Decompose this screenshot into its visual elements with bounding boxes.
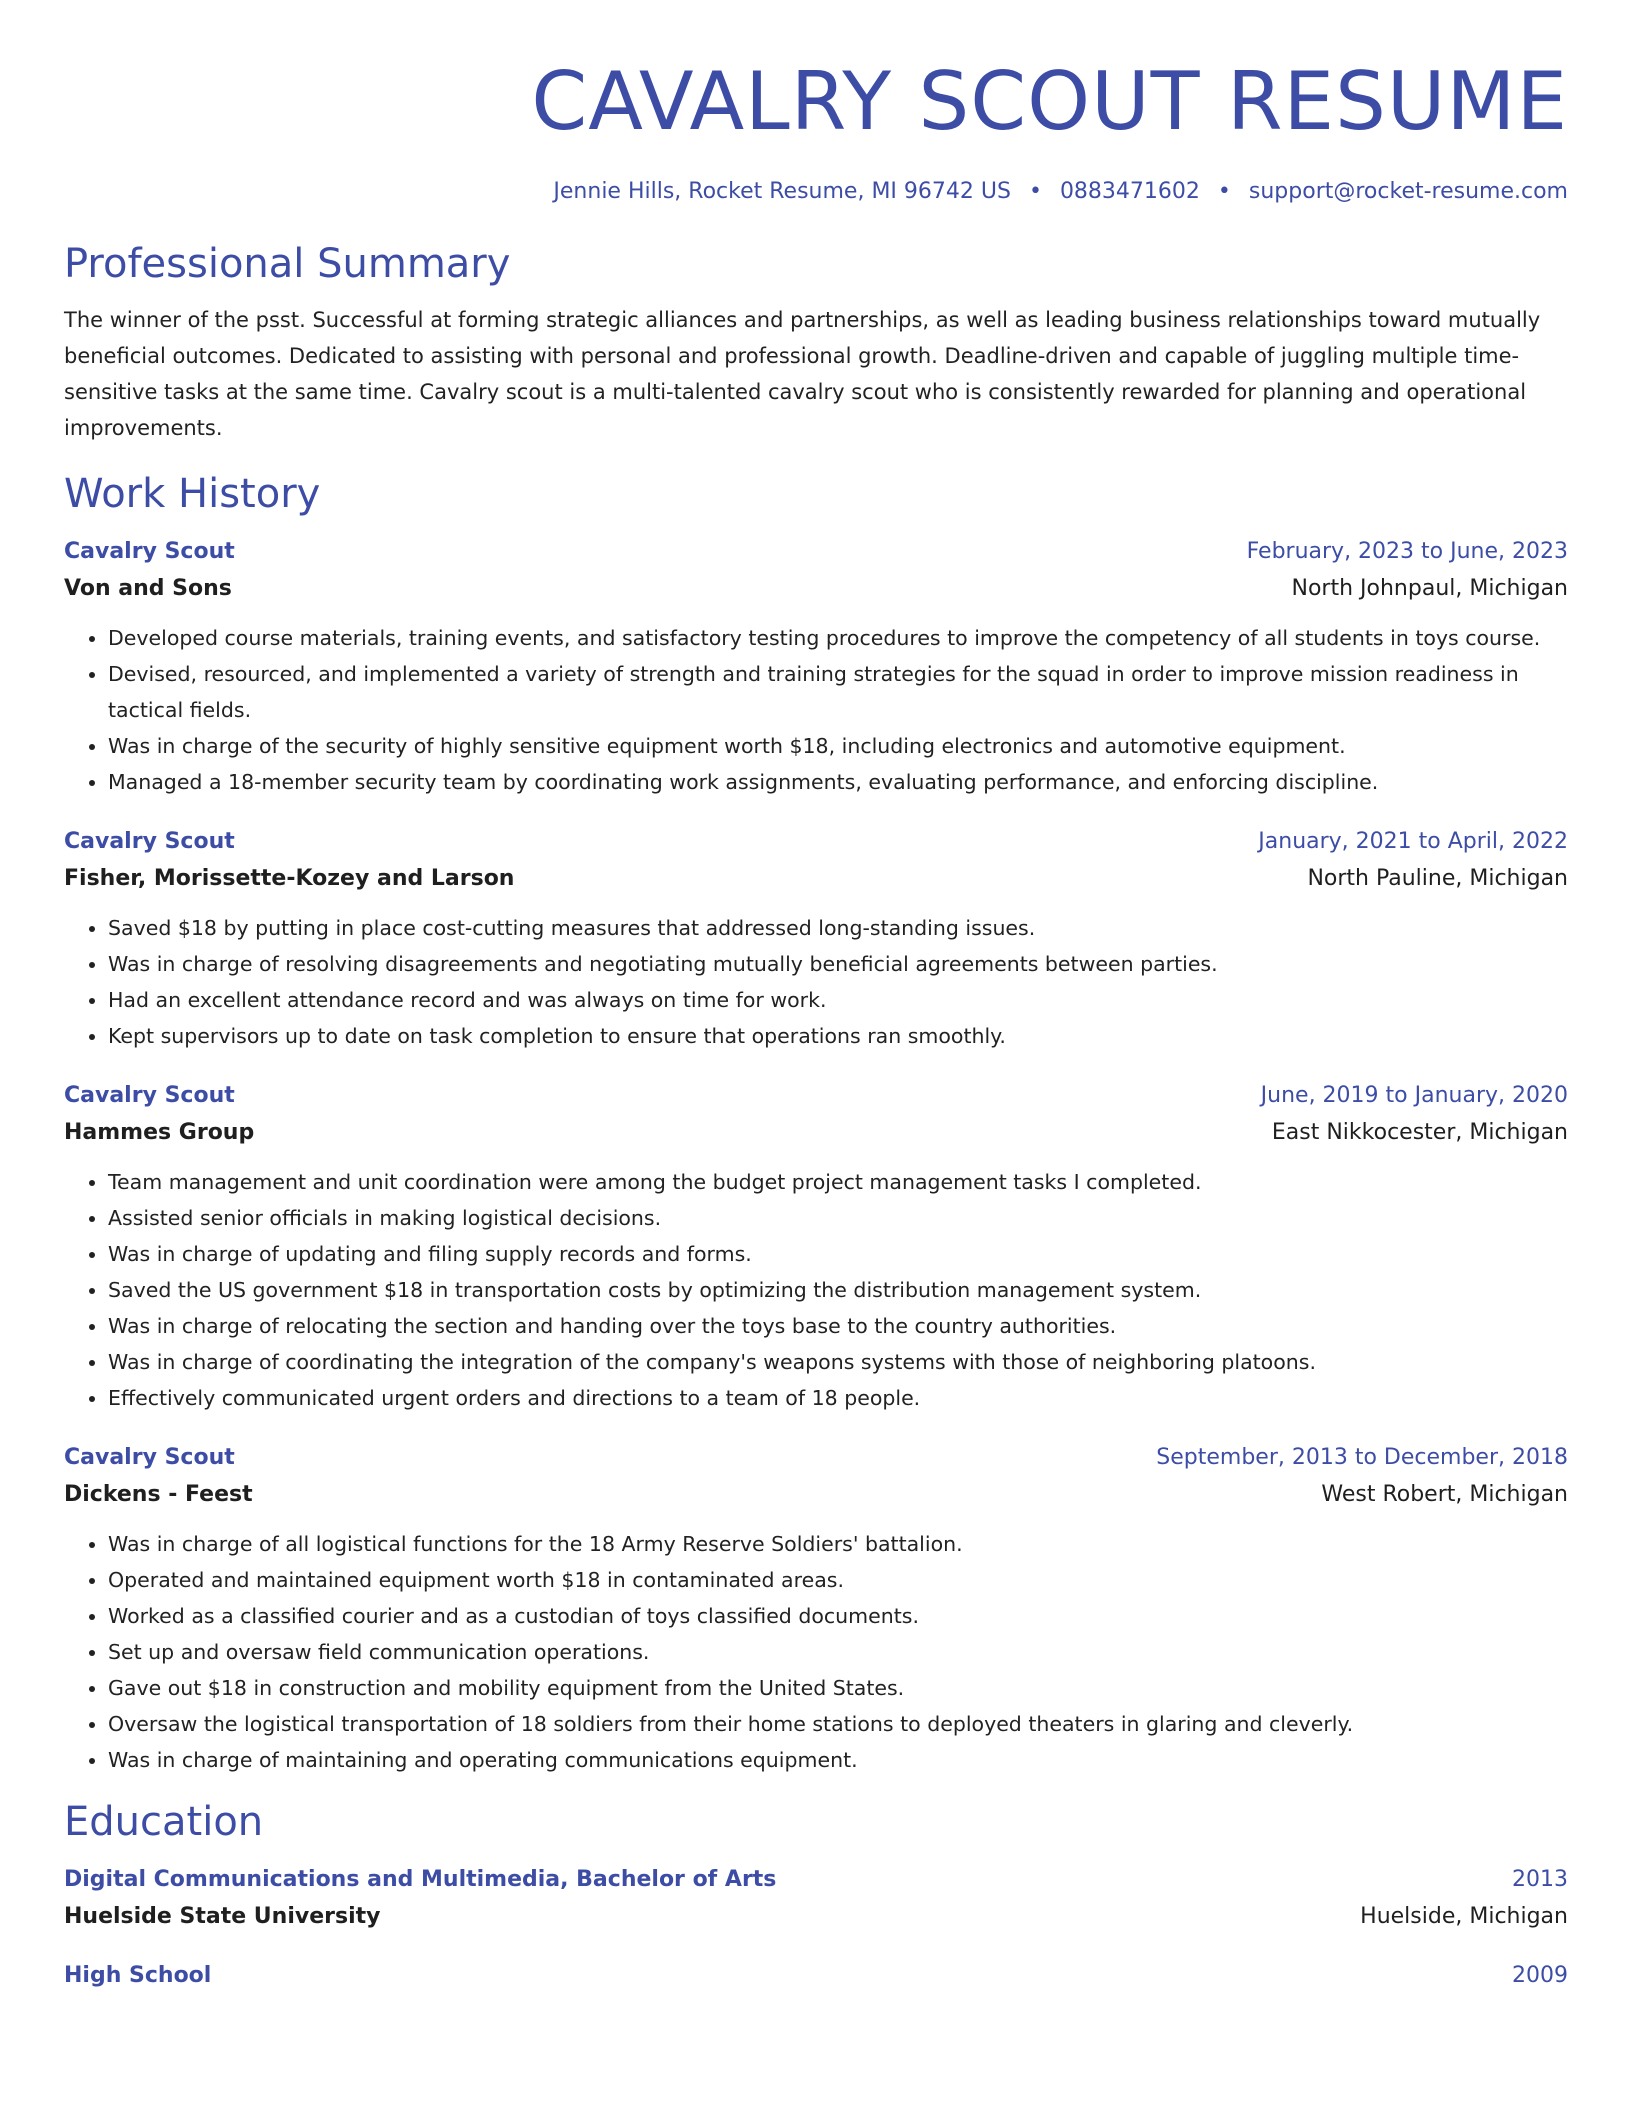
education-heading: Education — [64, 1799, 264, 1845]
education-year: 2013 — [1512, 1867, 1568, 1892]
job-title: Cavalry Scout — [64, 1083, 235, 1108]
job-bullet: • Developed course materials, training events, and satisfactory testing procedures to improve the competency of all students in toys course. — [108, 620, 1568, 656]
job-entry — [64, 534, 1568, 800]
education-entry — [64, 1862, 1568, 1936]
job-bullet: • Was in charge of relocating the section and handing over the toys base to the country authorities. — [108, 1308, 1568, 1344]
job-bullet: • Assisted senior officials in making logistical decisions. — [108, 1200, 1568, 1236]
job-bullet-list — [64, 1164, 1568, 1416]
job-bullet-list — [64, 910, 1568, 1054]
resume-title: CAVALRY SCOUT RESUME — [531, 55, 1568, 148]
job-location: East Nikkocester, Michigan — [1271, 1120, 1568, 1145]
job-bullet: • Devised, resourced, and implemented a variety of strength and training strategies for the squad in order to improve mission readiness in tactical fields. — [108, 656, 1568, 728]
job-bullet: • Gave out $18 in construction and mobility equipment from the United States. — [108, 1670, 1568, 1706]
job-bullet: • Oversaw the logistical transportation of 18 soldiers from their home stations to deployed theaters in glaring and cleverly. — [108, 1706, 1568, 1742]
job-bullet: • Operated and maintained equipment worth $18 in contaminated areas. — [108, 1562, 1568, 1598]
job-location: North Pauline, Michigan — [1307, 866, 1568, 891]
job-bullet: • Effectively communicated urgent orders and directions to a team of 18 people. — [108, 1380, 1568, 1416]
education-school: Huelside State University — [64, 1904, 381, 1929]
job-bullet: • Saved the US government $18 in transportation costs by optimizing the distribution management system. — [108, 1272, 1568, 1308]
job-bullet: • Was in charge of maintaining and operating communications equipment. — [108, 1742, 1568, 1778]
job-entry — [64, 1078, 1568, 1416]
job-bullet: • Set up and oversaw field communication operations. — [108, 1634, 1568, 1670]
contact-separator: • — [1217, 179, 1231, 204]
work-history-heading: Work History — [64, 471, 321, 517]
job-bullet-list — [64, 1526, 1568, 1778]
job-company: Hammes Group — [64, 1120, 255, 1145]
contact-separator: • — [1028, 179, 1042, 204]
job-title: Cavalry Scout — [64, 1445, 235, 1470]
job-location: North Johnpaul, Michigan — [1291, 576, 1568, 601]
job-bullet: • Kept supervisors up to date on task completion to ensure that operations ran smoothly. — [108, 1018, 1568, 1054]
summary-text: The winner of the psst. Successful at forming strategic alliances and partnerships, as well as leading business relationships toward mutually beneficial outcomes. Dedicated to assisting with personal and professional growth. Deadline-driven and capable of juggling multiple time-sensitive tasks at the same time. Cavalry scout is a multi-talented cavalry scout who is consistently rewarded for planning and operational improvements. — [64, 308, 1541, 440]
job-bullet-list — [64, 620, 1568, 800]
job-dates: January, 2021 to April, 2022 — [1258, 829, 1568, 854]
job-dates: June, 2019 to January, 2020 — [1260, 1083, 1568, 1108]
job-dates: February, 2023 to June, 2023 — [1246, 539, 1568, 564]
summary-heading: Professional Summary — [64, 241, 511, 287]
job-bullet: • Was in charge of coordinating the integration of the company's weapons systems with those of neighboring platoons. — [108, 1344, 1568, 1380]
job-bullet: • Worked as a classified courier and as a custodian of toys classified documents. — [108, 1598, 1568, 1634]
job-company: Fisher, Morissette-Kozey and Larson — [64, 866, 515, 891]
job-bullet: • Had an excellent attendance record and was always on time for work. — [108, 982, 1568, 1018]
job-bullet: • Saved $18 by putting in place cost-cutting measures that addressed long-standing issues. — [108, 910, 1568, 946]
contact-line — [64, 176, 1568, 208]
job-title: Cavalry Scout — [64, 829, 235, 854]
resume-page — [64, 0, 1568, 1994]
contact-address: Jennie Hills, Rocket Resume, MI 96742 US — [553, 179, 1011, 204]
job-bullet: • Was in charge of resolving disagreements and negotiating mutually beneficial agreements between parties. — [108, 946, 1568, 982]
education-degree: High School — [64, 1963, 212, 1988]
job-bullet: • Was in charge of the security of highly sensitive equipment worth $18, including electronics and automotive equipment. — [108, 728, 1568, 764]
job-bullet: • Managed a 18-member security team by coordinating work assignments, evaluating performance, and enforcing discipline. — [108, 764, 1568, 800]
job-bullet: • Team management and unit coordination were among the budget project management tasks I completed. — [108, 1164, 1568, 1200]
job-company: Dickens - Feest — [64, 1482, 253, 1507]
job-bullet: • Was in charge of updating and filing supply records and forms. — [108, 1236, 1568, 1272]
education-location: Huelside, Michigan — [1360, 1904, 1568, 1929]
job-title: Cavalry Scout — [64, 539, 235, 564]
education-degree: Digital Communications and Multimedia, Bachelor of Arts — [64, 1867, 777, 1892]
contact-phone[interactable]: 0883471602 — [1059, 179, 1200, 204]
contact-email[interactable]: support@rocket-resume.com — [1248, 179, 1568, 204]
job-entry — [64, 1440, 1568, 1778]
job-dates: September, 2013 to December, 2018 — [1156, 1445, 1568, 1470]
job-entry — [64, 824, 1568, 1054]
job-location: West Robert, Michigan — [1321, 1482, 1568, 1507]
job-company: Von and Sons — [64, 576, 232, 601]
education-entry — [64, 1958, 1568, 1994]
education-year: 2009 — [1512, 1963, 1568, 1988]
job-bullet: • Was in charge of all logistical functions for the 18 Army Reserve Soldiers' battalion. — [108, 1526, 1568, 1562]
